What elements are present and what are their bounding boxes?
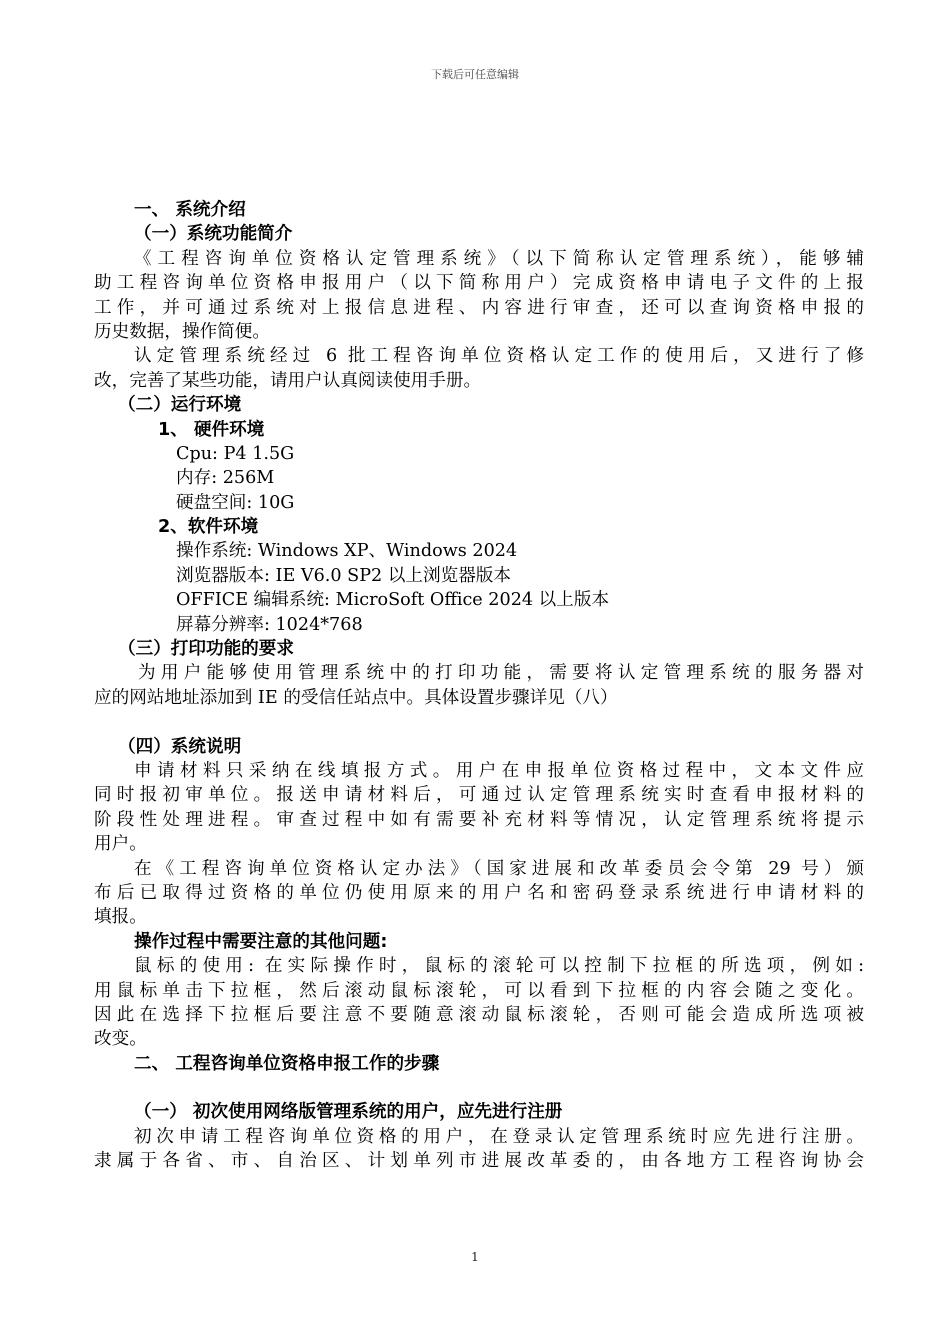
text-line: 硬盘空间: 10G (176, 492, 295, 513)
text-line: 阶段性处理进程。审查过程中如有需要补充材料等情况，认定管理系统将提示 (94, 809, 864, 830)
text-line: 浏览器版本: IE V6.0 SP2 以上浏览器版本 (176, 565, 511, 586)
text-line: 操作系统: Windows XP、Windows 2024 (176, 541, 518, 562)
section-heading: （一） 初次使用网络版管理系统的用户，应先进行注册 (134, 1102, 563, 1123)
text-line: 因此在选择下拉框后要注意不要随意滚动鼠标滚轮，否则可能会造成所选项被 (94, 1004, 864, 1025)
section-heading: 2、软件环境 (158, 517, 259, 538)
text-line: OFFICE 编辑系统: MicroSoft Office 2024 以上版本 (176, 590, 610, 611)
text-line: 认定管理系统经过 6 批工程咨询单位资格认定工作的使用后，又进行了修 (134, 346, 864, 367)
section-heading: （二）运行环境 (118, 395, 242, 416)
text-line: 隶属于各省、市、自治区、计划单列市进展改革委的，由各地方工程咨询协会 (94, 1151, 864, 1172)
text-line: Cpu: P4 1.5G (176, 443, 295, 464)
page-number: 1 (471, 1250, 479, 1264)
blank-line (94, 1076, 864, 1100)
text-line: 鼠标的使用: 在实际操作时，鼠标的滚轮可以控制下拉框的所选项，例如: (134, 956, 864, 977)
page-header: 下载后可任意编辑 (431, 68, 519, 81)
text-line: 布后已取得过资格的单位仍使用原来的用户名和密码登录系统进行申请材料的 (94, 882, 864, 903)
text-line: 内存: 256M (176, 468, 275, 489)
text-line: 《工程咨询单位资格认定管理系统》（以下简称认定管理系统），能够辅 (134, 248, 864, 269)
text-line: 在《工程咨询单位资格认定办法》（国家进展和改革委员会令第 29 号）颁 (134, 858, 864, 879)
text-line: 同时报初审单位。报送申请材料后，可通过认定管理系统实时查看申报材料的 (94, 785, 864, 806)
text-line: 填报。 (94, 907, 147, 928)
text-line: 改，完善了某些功能，请用户认真阅读使用手册。 (94, 370, 482, 391)
section-heading: （一）系统功能简介 (134, 224, 293, 245)
document-body (94, 198, 864, 1174)
text-line: 应的网站地址添加到 IE 的受信任站点中。具体设置步骤详见（八） (94, 687, 618, 708)
section-heading: 1、 硬件环境 (158, 419, 265, 440)
section-heading: （四）系统说明 (118, 736, 242, 757)
section-heading: 一、 系统介绍 (134, 200, 246, 220)
text-line: 工作，并可通过系统对上报信息进程、内容进行审查，还可以查询资格申报的 (94, 297, 864, 318)
text-line: 用户。 (94, 834, 147, 855)
text-line: 改变。 (94, 1029, 147, 1050)
section-heading: （三）打印功能的要求 (118, 639, 294, 660)
text-line: 申请材料只采纳在线填报方式。用户在申报单位资格过程中，文本文件应 (134, 760, 864, 781)
text-line: 历史数据，操作简便。 (94, 321, 270, 342)
text-line: 屏幕分辨率: 1024*768 (176, 614, 363, 635)
section-heading: 操作过程中需要注意的其他问题: (134, 931, 388, 952)
text-line: 为用户能够使用管理系统中的打印功能，需要将认定管理系统的服务器对 (138, 663, 864, 684)
section-heading: 二、 工程咨询单位资格申报工作的步骤 (134, 1053, 440, 1074)
text-line: 初次申请工程咨询单位资格的用户，在登录认定管理系统时应先进行注册。 (134, 1126, 864, 1147)
text-line: 助工程咨询单位资格申报用户（以下简称用户）完成资格申请电子文件的上报 (94, 273, 864, 294)
text-line: 用鼠标单击下拉框，然后滚动鼠标滚轮，可以看到下拉框的内容会随之变化。 (94, 980, 864, 1001)
blank-line (94, 710, 864, 734)
